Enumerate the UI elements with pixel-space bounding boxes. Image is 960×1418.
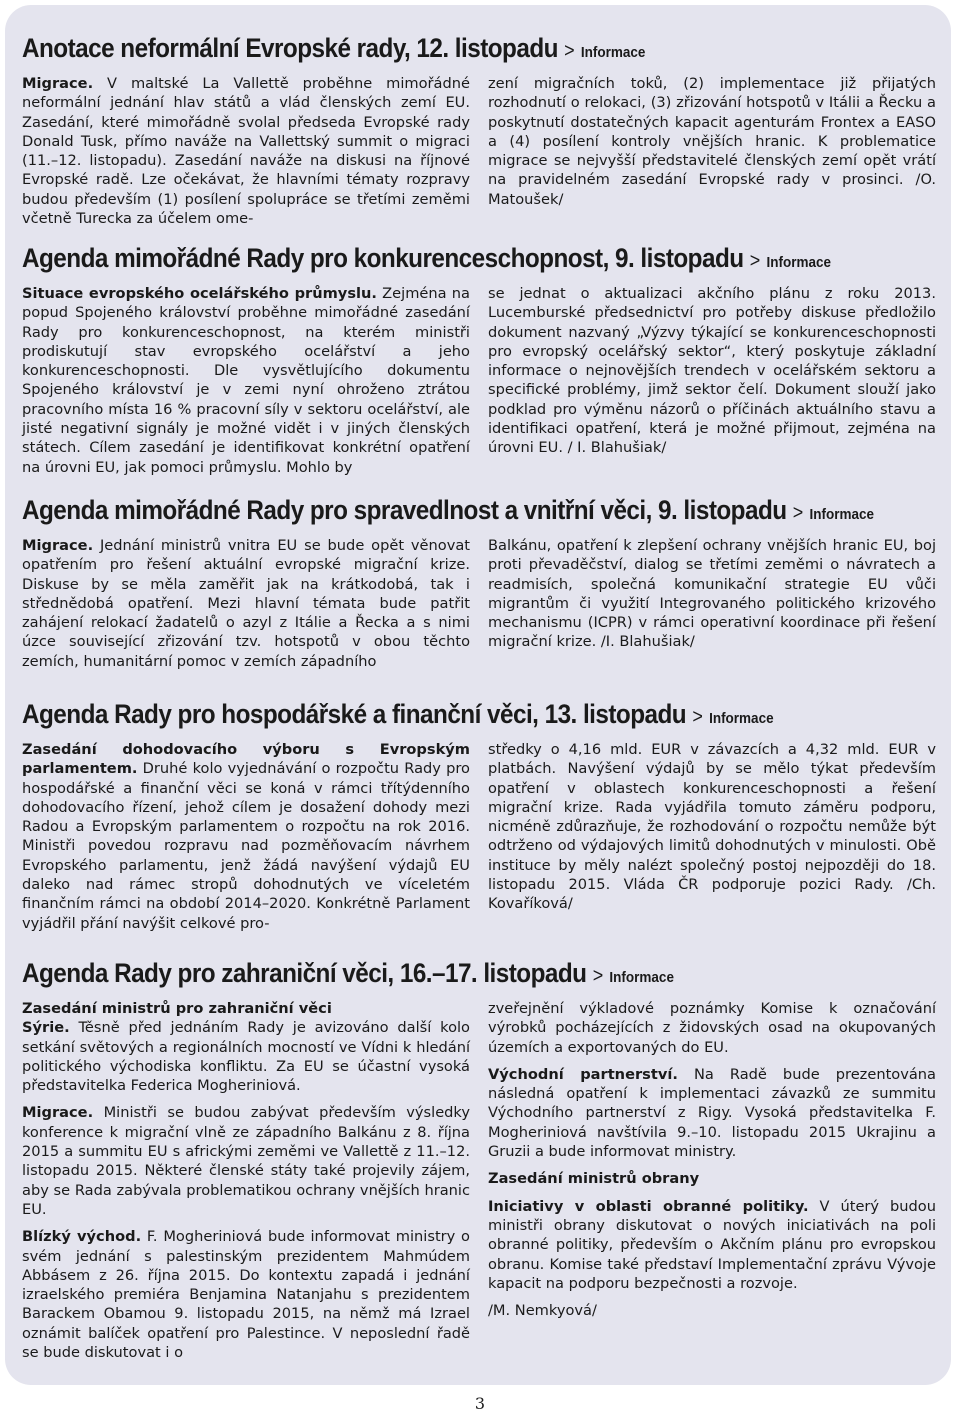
info-tag: Informace [709, 710, 774, 727]
section-heading [22, 957, 845, 994]
right-column [488, 999, 936, 1362]
info-tag: Informace [809, 506, 875, 523]
lead-term: Východní partnerství. [488, 1065, 678, 1083]
section-foreign-affairs-council [22, 957, 936, 1362]
paragraph-text: Zejména na popud Spojeného království proběhne mimořádné zasedání Rady pro konkurenceschopnost, na kterém ministři prodiskutují stav evropského ocelářství a jeho konkurenceschopnosti. Dle vysvětlujícího dokumentu Spojeného království je v zemi nyní ohroženo ztrátou pracovního místa 16 % pracovní síly v sektoru ocelářství, ale jisté negativní signály je možné vidět i v jiných členských státech. Cílem zasedání je identifikovat konkrétní opatření na úrovni EU, jak pomoci průmyslu. Mohlo by [22, 285, 470, 476]
two-column-text [22, 999, 936, 1362]
right-column [488, 74, 936, 228]
paragraph [22, 1227, 470, 1362]
two-column-text [22, 536, 936, 671]
arrow-icon: > [792, 502, 804, 524]
paragraph [22, 1018, 470, 1095]
paragraph [488, 1065, 936, 1161]
lead-term: Migrace. [22, 1104, 94, 1122]
paragraph: zení migračních toků, (2) implementace již přijatých rozhodnutí o relokaci, (3) zřizování hotspotů v Itálii a Řecku a poskytnutí dostatečných kapacit agenturám Frontex a EASO a (4) posílení kontroly vnějších hranic. K problematice migrace se nejvyšší představitelé členských zemí opět vrátí na pravidelném zasedání Evropské rady v prosinci. /O. Matoušek/ [488, 75, 936, 208]
lead-term: Iniciativy v oblasti obranné politiky. [488, 1197, 809, 1215]
paragraph-text: V úterý budou ministři obrany diskutovat o nových iniciativách na poli obranné politiky, především o Akčním plánu pro evropskou obranu. Komise také představí Implementační zprávu Vývoje kapacit na podporu bezpečnosti a rozvoje. [488, 1197, 936, 1292]
two-column-text [22, 284, 936, 477]
lead-term: Situace evropského ocelářského průmyslu. [22, 285, 377, 302]
paragraph-text: Těsně před jednáním Rady je avizováno další kolo setkání světových a regionálních mocností ve Vídni k hledání politického východiska konfliktu. Za EU se účastní vysoká představitelka Federica Mogheriniová. [22, 1019, 470, 1095]
paragraph [22, 740, 470, 933]
heading-title: Agenda Rady pro zahraniční věci, 16.–17. listopadu [22, 958, 587, 988]
lead-term: Migrace. [22, 537, 94, 554]
paragraph: středky o 4,16 mld. EUR v závazcích a 4,32 mld. EUR v platbách. Navýšení výdajů by se mělo týkat především opatření v oblastech konkurenceschopnosti a řešení migrační krize. Rada vyjádřila tomuto záměru podporu, nicméně zdůrazňuje, že rozhodování o rozpočtu nemůže být odtrženo od výdajových limitů dohodnutých v minulosti. Obě instituce by měly nalézt společný postoj nejpozději do 18. listopadu 2015. Vláda ČR podporuje pozici Rady. /Ch. Kovaříková/ [488, 741, 936, 913]
paragraph-text: Ministři se budou zabývat především výsledky konference k migrační vlně ze západního Balkánu z 8. října 2015 a summitu EU s africkými zeměmi ve Vallettě z 11.–12. listopadu 2015. Některé členské státy také projevily zájem, aby se Rada zabývala problematikou ochrany vnějších hranic EU. [22, 1104, 470, 1218]
info-tag: Informace [766, 254, 832, 271]
paragraph-text: Na Radě bude prezentována následná opatření k implementaci závazků ze summitu Východního partnerství z Rigy. Vysoká představitelka F. Mogheriniová navštívila 9.–10. listopadu 2015 Ukrajinu a Gruzii a bude informovat ministry. [488, 1065, 936, 1161]
paragraph [488, 1197, 936, 1293]
left-column [22, 740, 470, 933]
left-column [22, 999, 470, 1362]
section-ecofin-council [22, 698, 936, 933]
arrow-icon: > [592, 965, 604, 987]
right-column [488, 284, 936, 477]
section-heading [22, 494, 875, 531]
signature: /M. Nemkyová/ [488, 1302, 597, 1320]
arrow-icon: > [692, 706, 703, 728]
section-heading [22, 32, 845, 69]
lead-term: Zasedání dohodovacího výboru s Evropským parlamentem. [22, 741, 470, 778]
paragraph: zveřejnění výkladové poznámky Komise k označování výrobků pocházejících z židovských osad na okupovaných územích a exportovaných do EU. [488, 1000, 936, 1056]
section-heading [22, 698, 845, 735]
paragraph: Balkánu, opatření k zlepšení ochrany vnějších hranic EU, boj proti převaděčství, dialog se třetími zeměmi o návratech a readmisích, společná komunikační strategie EU vůči migrantům či využití Integrovaného politického krizového mechanismu (ICPR) v rámci operativní koordinace při řešení migrační krize. /I. Blahušiak/ [488, 537, 936, 651]
heading-title: Agenda Rady pro hospodářské a finanční věci, 13. listopadu [22, 699, 687, 729]
paragraph [22, 74, 470, 228]
section-competitiveness-council [22, 242, 936, 477]
info-tag: Informace [609, 969, 674, 986]
paragraph [22, 284, 470, 477]
heading-title: Agenda mimořádné Rady pro konkurenceschopnost, 9. listopadu [22, 243, 744, 273]
paragraph-text: Druhé kolo vyjednávání o rozpočtu Rady pro hospodářské a finanční věci se koná v rámci třítýdenního dohodovacího řízení, jehož cílem je dosažení dohody mezi Radou a Evropským parlamentem o rozpočtu na rok 2016. Ministři povedou rozpravu nad pozměňovacím návrhem Evropského parlamentu, jenž žádá navýšení výdajů EU daleko nad rámec stropů dohodnutých ve víceletém finančním rámci na období 2014–2020. Konkrétně Parlament vyjádřil přání navýšit celkové pro- [22, 760, 470, 932]
section-justice-home-affairs-council [22, 494, 936, 671]
subheading: Zasedání ministrů pro zahraniční věci [22, 1000, 332, 1017]
paragraph-text: V maltské La Vallettě proběhne mimořádné neformální jednání hlav států a vlád členských zemí EU. Zasedání, které mimořádně svolal předseda Evropské rady Donald Tusk, přímo naváže na Vallettský summit o migraci (11.–12. listopadu). Zasedání naváže na diskusi na říjnové Evropské radě. Lze očekávat, že hlavními tématy rozpravy budou především (1) posílení spolupráce se třetími zeměmi včetně Turecka za účelem ome- [22, 75, 470, 228]
lead-term: Blízký východ. [22, 1228, 142, 1246]
paragraph: se jednat o aktualizaci akčního plánu z roku 2013. Lucemburské předsednictví pro potřeby diskuse předložilo dokument nazvaný „Výzvy týkající se konkurenceschopnosti pro evropský ocelářský sektor“, který poskytuje základní informace o nejnovějších trendech v ocelářském sektoru a specifické problémy, jimž sektor čelí. Dokument slouží jako podklad pro výměnu názorů o příčinách aktuálního stavu a identifikaci opatření, která je možné přijmout, zejména na úrovni EU. / I. Blahušiak/ [488, 285, 936, 457]
arrow-icon: > [564, 40, 575, 62]
left-column [22, 74, 470, 228]
left-column [22, 284, 470, 477]
subheading: Zasedání ministrů obrany [488, 1170, 700, 1188]
section-european-council [22, 32, 936, 228]
paragraph [22, 1103, 470, 1219]
paragraph-text: Jednání ministrů vnitra EU se bude opět věnovat opatřením pro řešení aktuální evropské migrační krize. Diskuse by se měla zaměřit jak na krátkodobá, tak i střednědobá opatření. Mezi hlavní témata bude patřit zahájení relokací žadatelů o azyl z Itálie a Řecka a s nimi úzce související zřizování tzv. hotspotů v obou těchto zemích, humanitární pomoc v zemích západního [22, 537, 470, 670]
heading-title: Agenda mimořádné Rady pro spravedlnost a vnitřní věci, 9. listopadu [22, 495, 787, 525]
info-tag: Informace [580, 44, 646, 61]
arrow-icon: > [749, 250, 761, 272]
right-column [488, 740, 936, 933]
two-column-text [22, 740, 936, 933]
page-number: 3 [474, 1394, 486, 1413]
left-column [22, 536, 470, 671]
section-heading [22, 242, 845, 279]
lead-term: Sýrie. [22, 1019, 70, 1037]
paragraph-text: F. Mogheriniová bude informovat ministry o svém jednání s palestinským prezidentem Mahmúdem Abbásem z 26. října 2015. Do kontextu zapadá i jednání izraelského premiéra Benjamina Natanjahu s prezidentem Barackem Obamou 9. listopadu 2015, na němž má Izrael oznámit balíček opatření pro Palestince. V neposlední řadě se bude diskutovat i o [22, 1228, 470, 1362]
lead-term: Migrace. [22, 75, 94, 92]
paragraph [22, 536, 470, 671]
two-column-text [22, 74, 936, 228]
heading-title: Anotace neformální Evropské rady, 12. listopadu [22, 33, 558, 63]
right-column [488, 536, 936, 671]
